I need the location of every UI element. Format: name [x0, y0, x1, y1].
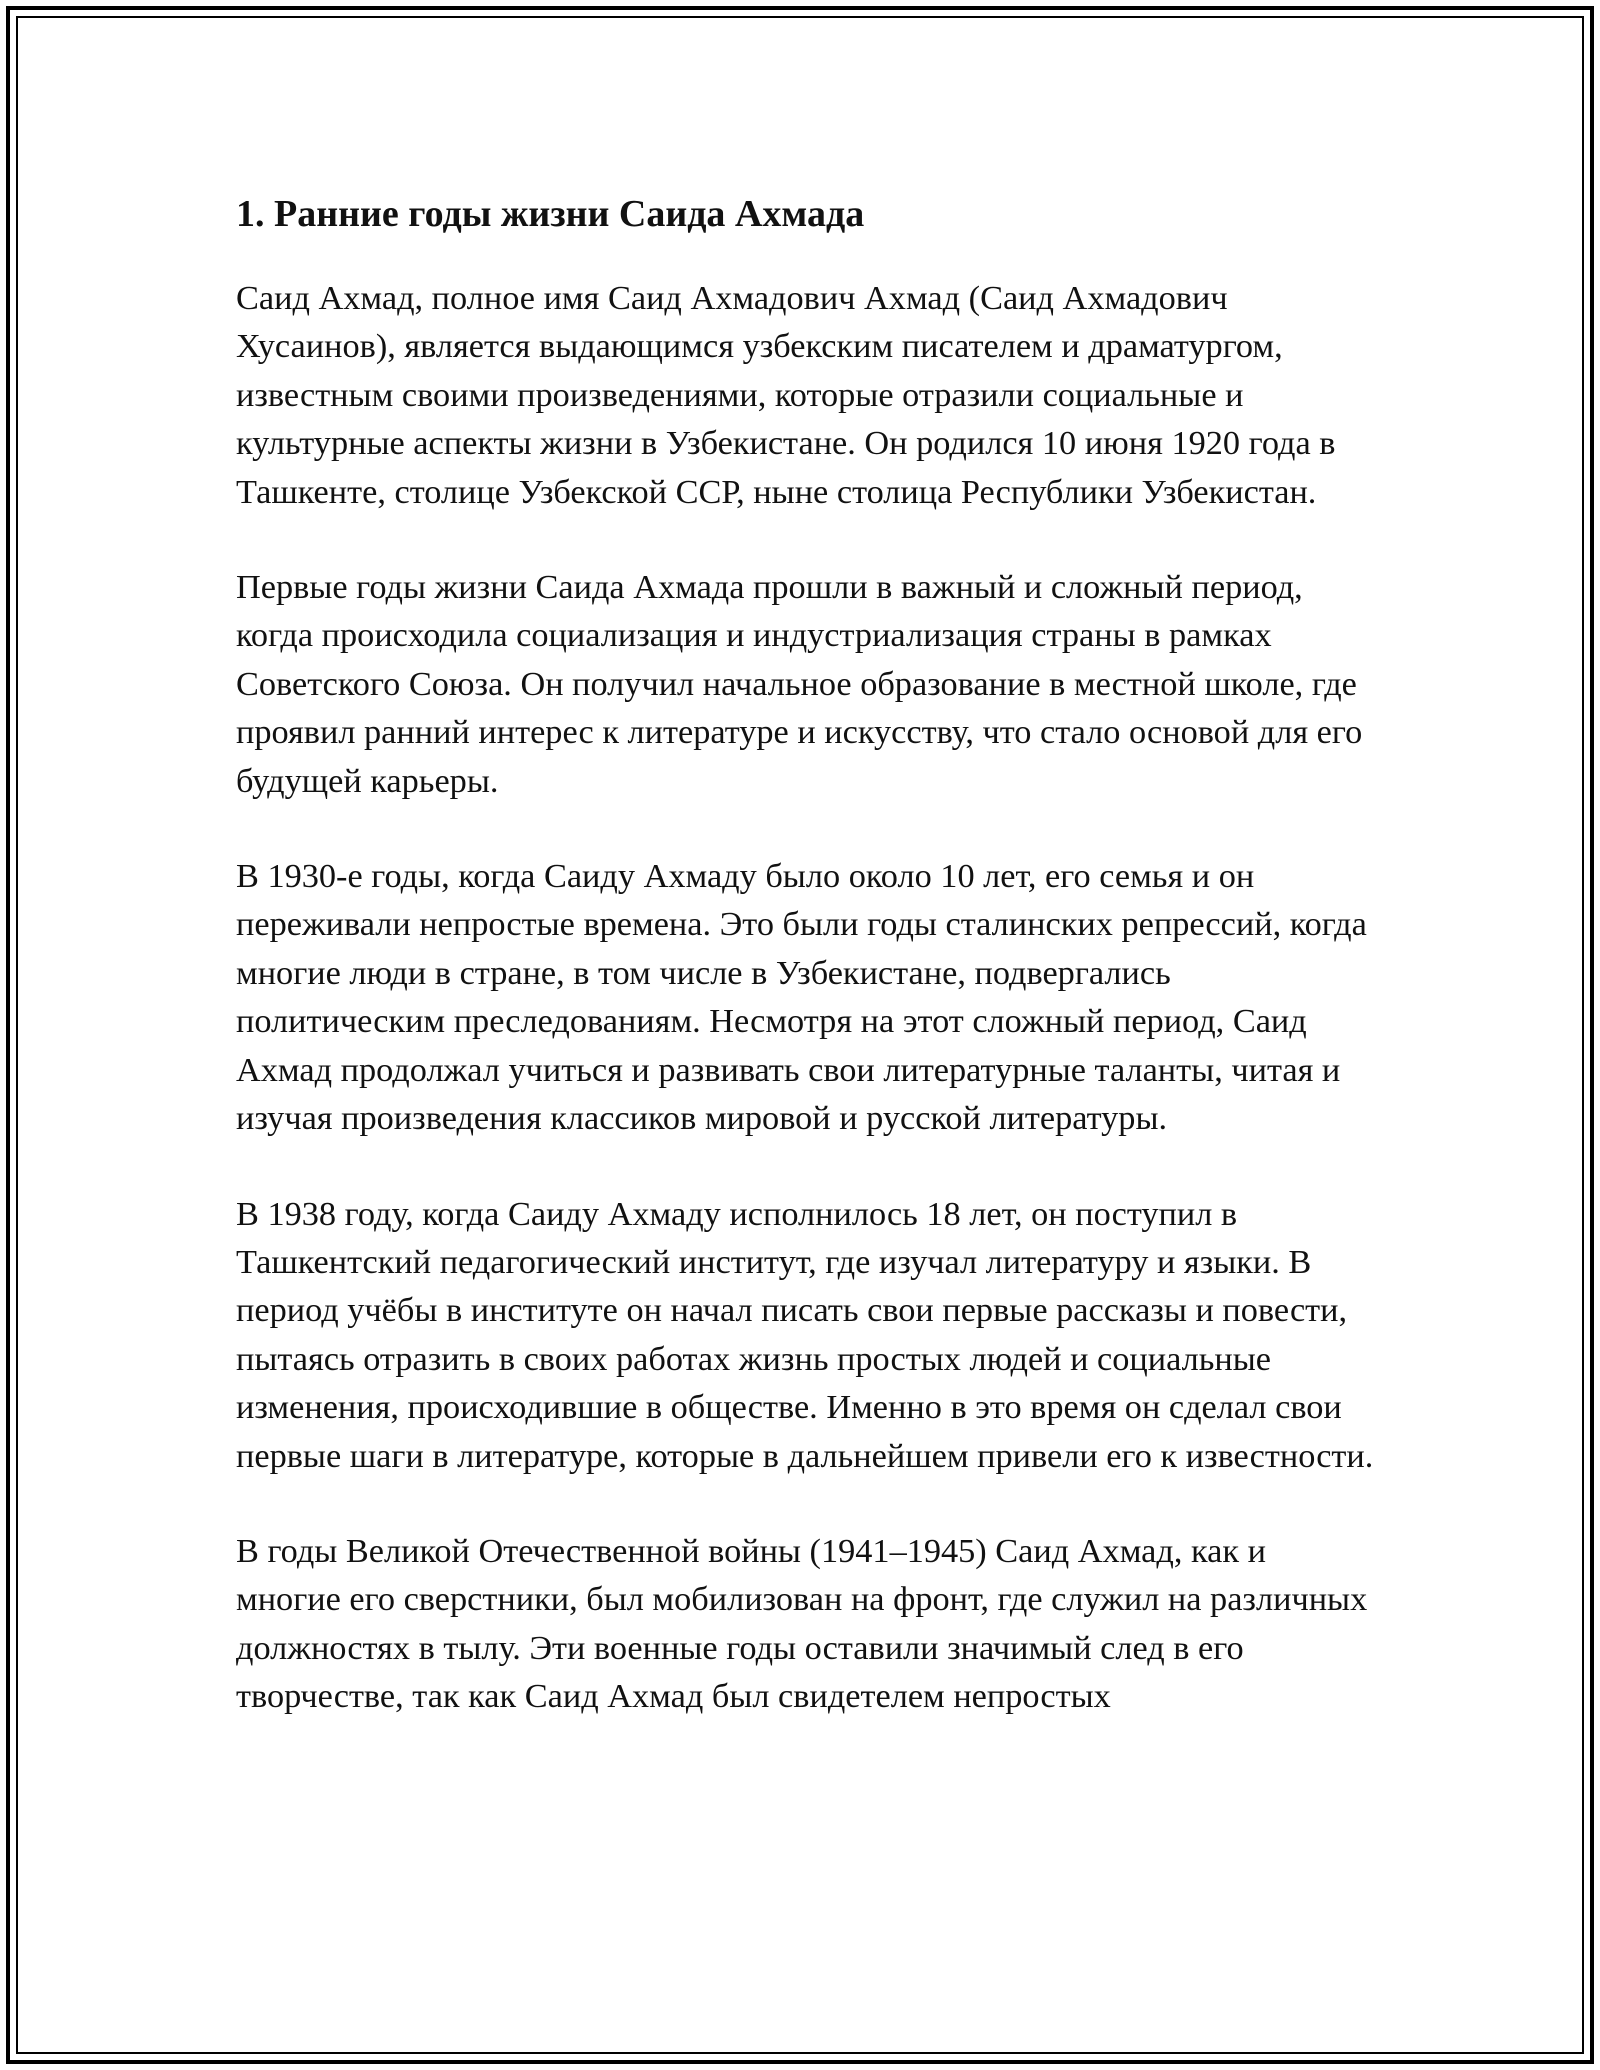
- paragraph-4: В 1938 году, когда Саиду Ахмаду исполнилось 18 лет, он поступил в Ташкентский педагогический институт, где изучал литературу и языки. В период учёбы в институте он начал писать свои первые рассказы и повести, пытаясь отразить в своих работах жизнь простых людей и социальные изменения, происходившие в обществе. Именно в это время он сделал свои первые шаги в литературе, которые в дальнейшем привели его к известности.: [236, 1194, 1374, 1475]
- paragraph-1: Саид Ахмад, полное имя Саид Ахмадович Ахмад (Саид Ахмадович Хусаинов), является выдающимся узбекским писателем и драматургом, известным своими произведениями, которые отразили социальные и культурные аспекты жизни в Узбекистане. Он родился 10 июня 1920 года в Ташкенте, столице Узбекской ССР, ныне столица Республики Узбекистан.: [236, 279, 1336, 511]
- document-body: [236, 188, 1376, 1768]
- section-heading: 1. Ранние годы жизни Саида Ахмада: [236, 193, 865, 235]
- paragraph-5: В годы Великой Отечественной войны (1941–1945) Саид Ахмад, как и многие его сверстники, был мобилизован на фронт, где служил на различных должностях в тылу. Эти военные годы оставили значимый след в его творчестве, так как Саид Ахмад был свидетелем непростых: [236, 1531, 1368, 1716]
- paragraph-2: Первые годы жизни Саида Ахмада прошли в важный и сложный период, когда происходила социализация и индустриализация страны в рамках Советского Союза. Он получил начальное образование в местной школе, где проявил ранний интерес к литературе и искусству, что стало основой для его будущей карьеры.: [236, 568, 1363, 800]
- paragraph-3: В 1930-е годы, когда Саиду Ахмаду было около 10 лет, его семья и он переживали непростые времена. Это были годы сталинских репрессий, когда многие люди в стране, в том числе в Узбекистане, подвергались политическим преследованиям. Несмотря на этот сложный период, Саид Ахмад продолжал учиться и развивать свои литературные таланты, читая и изучая произведения классиков мировой и русской литературы.: [236, 857, 1367, 1138]
